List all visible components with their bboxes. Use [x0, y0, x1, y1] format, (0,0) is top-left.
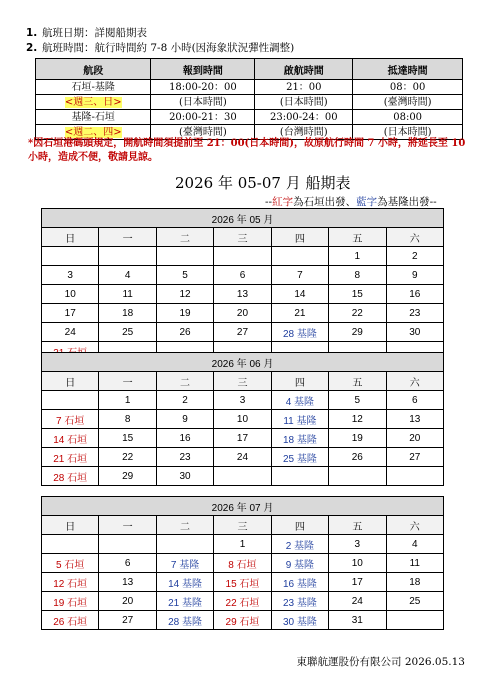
days-highlight: <週二、四> — [64, 126, 122, 138]
day-cell: 11 — [99, 285, 156, 304]
month-title: 2026 年 06 月 — [42, 353, 444, 372]
day-cell: 29 — [99, 467, 156, 486]
day-cell: 26 石垣 — [42, 611, 99, 630]
day-cell: 9 — [386, 266, 443, 285]
weekday-row — [42, 372, 444, 391]
day-cell — [386, 467, 443, 486]
day-cell: 2 — [386, 247, 443, 266]
day-cell: 13 — [99, 573, 156, 592]
schedule-row-sub — [36, 95, 463, 110]
arrive-cell: 08:00 — [353, 110, 463, 125]
note-text: 航班時間：航行時間約 7-8 小時(因海象狀況彈性調整) — [42, 42, 295, 54]
day-cell — [271, 467, 328, 486]
day-cell: 23 基隆 — [271, 592, 328, 611]
day-cell: 30 — [156, 467, 213, 486]
weekday-label: 一 — [99, 372, 156, 391]
arrive-tz-cell: (臺灣時間) — [353, 95, 463, 110]
weekday-label: 三 — [214, 372, 271, 391]
day-cell: 18 基隆 — [271, 429, 328, 448]
notes-section — [26, 26, 476, 56]
day-cell: 12 — [329, 410, 386, 429]
day-cell: 26 — [156, 323, 213, 342]
depart-cell: 23:00-24：00 — [255, 110, 353, 125]
weekday-label: 日 — [42, 516, 99, 535]
week-row — [42, 554, 444, 573]
day-cell: 28 基隆 — [156, 611, 213, 630]
day-cell: 11 — [386, 554, 443, 573]
page-title: 2026 年 05-07 月 船期表 — [175, 174, 351, 192]
week-row — [42, 266, 444, 285]
month-header-row — [42, 353, 444, 372]
legend-red-text: 紅字 — [272, 196, 294, 208]
weekday-label: 五 — [329, 228, 386, 247]
month-title: 2026 年 05 月 — [42, 209, 444, 228]
day-cell: 30 — [386, 323, 443, 342]
header-route: 航段 — [36, 59, 151, 80]
day-cell: 14 基隆 — [156, 573, 213, 592]
day-cell: 24 — [42, 323, 99, 342]
weekday-label: 六 — [386, 228, 443, 247]
weekday-label: 四 — [271, 228, 328, 247]
week-row — [42, 410, 444, 429]
week-row — [42, 304, 444, 323]
day-cell: 29 石垣 — [214, 611, 271, 630]
week-row — [42, 323, 444, 342]
schedule-row — [36, 80, 463, 95]
day-cell: 25 — [386, 592, 443, 611]
note-number: 2. — [26, 42, 38, 54]
day-cell: 28 基隆 — [271, 323, 328, 342]
day-cell: 7 — [271, 266, 328, 285]
weekday-label: 一 — [99, 516, 156, 535]
day-cell: 8 — [329, 266, 386, 285]
weekday-label: 二 — [156, 516, 213, 535]
day-cell — [42, 535, 99, 554]
day-cell — [386, 611, 443, 630]
day-cell — [214, 467, 271, 486]
weekday-label: 三 — [214, 228, 271, 247]
day-cell: 12 石垣 — [42, 573, 99, 592]
day-cell: 17 — [42, 304, 99, 323]
day-cell: 25 基隆 — [271, 448, 328, 467]
day-cell: 13 — [214, 285, 271, 304]
day-cell: 13 — [386, 410, 443, 429]
day-cell — [214, 247, 271, 266]
day-cell: 15 石垣 — [214, 573, 271, 592]
week-row — [42, 611, 444, 630]
day-cell: 15 — [99, 429, 156, 448]
route-cell: 基隆-石垣 — [36, 110, 151, 125]
weekday-label: 二 — [156, 228, 213, 247]
day-cell: 15 — [329, 285, 386, 304]
weekday-label: 五 — [329, 372, 386, 391]
day-cell — [99, 535, 156, 554]
schedule-row — [36, 110, 463, 125]
day-cell — [42, 391, 99, 410]
week-row — [42, 391, 444, 410]
month-title: 2026 年 07 月 — [42, 497, 444, 516]
day-cell: 4 — [386, 535, 443, 554]
weekday-label: 一 — [99, 228, 156, 247]
week-row — [42, 285, 444, 304]
day-cell: 6 — [214, 266, 271, 285]
day-cell: 7 石垣 — [42, 410, 99, 429]
day-cell: 21 基隆 — [156, 592, 213, 611]
day-cell: 23 — [386, 304, 443, 323]
day-cell: 29 — [329, 323, 386, 342]
week-row — [42, 592, 444, 611]
day-cell — [42, 247, 99, 266]
day-cell: 14 — [271, 285, 328, 304]
day-cell — [156, 535, 213, 554]
day-cell: 3 — [329, 535, 386, 554]
day-cell: 19 — [156, 304, 213, 323]
weekday-label: 五 — [329, 516, 386, 535]
weekday-label: 六 — [386, 516, 443, 535]
week-row — [42, 429, 444, 448]
weekday-label: 四 — [271, 372, 328, 391]
day-cell: 5 — [156, 266, 213, 285]
day-cell: 4 基隆 — [271, 391, 328, 410]
legend-subtitle — [265, 194, 437, 209]
legend-text: 為基隆出發-- — [377, 196, 437, 208]
depart-tz-cell: (台灣時間) — [255, 125, 353, 140]
header-arrive: 抵達時間 — [353, 59, 463, 80]
day-cell: 27 — [386, 448, 443, 467]
day-cell: 2 — [156, 391, 213, 410]
weekday-label: 四 — [271, 516, 328, 535]
header-depart: 啟航時間 — [255, 59, 353, 80]
note-item — [26, 41, 476, 56]
day-cell: 28 石垣 — [42, 467, 99, 486]
day-cell: 17 — [214, 429, 271, 448]
weekday-label: 日 — [42, 228, 99, 247]
schedule-header-row — [36, 59, 463, 80]
day-cell: 16 — [156, 429, 213, 448]
checkin-cell: 18:00-20：00 — [151, 80, 255, 95]
day-cell: 20 — [214, 304, 271, 323]
day-cell: 10 — [42, 285, 99, 304]
weekday-row — [42, 516, 444, 535]
day-cell: 1 — [99, 391, 156, 410]
legend-text: -- — [265, 196, 273, 208]
month-header-row — [42, 497, 444, 516]
route-cell: 石垣-基隆 — [36, 80, 151, 95]
day-cell: 1 — [329, 247, 386, 266]
weekday-label: 日 — [42, 372, 99, 391]
day-cell: 12 — [156, 285, 213, 304]
warning-note: *因石垣港碼頭規定，開航時間須提前至 21：00(日本時間)，故原航行時間 7 小時，將延長至 10 小時，造成不便，敬請見諒。 — [28, 138, 466, 163]
day-cell — [156, 247, 213, 266]
month-calendar — [41, 352, 444, 486]
day-cell — [329, 467, 386, 486]
day-cell: 19 石垣 — [42, 592, 99, 611]
day-cell: 7 基隆 — [156, 554, 213, 573]
day-cell: 8 — [99, 410, 156, 429]
day-cell: 2 基隆 — [271, 535, 328, 554]
day-cell: 30 基隆 — [271, 611, 328, 630]
day-cell: 20 — [386, 429, 443, 448]
day-cell: 9 基隆 — [271, 554, 328, 573]
day-cell: 27 — [99, 611, 156, 630]
day-cell: 16 — [386, 285, 443, 304]
note-text: 航班日期：詳閱船期表 — [42, 27, 147, 39]
day-cell: 27 — [214, 323, 271, 342]
day-cell: 11 基隆 — [271, 410, 328, 429]
day-cell: 24 — [329, 592, 386, 611]
month-calendar — [41, 208, 444, 361]
day-cell: 6 — [99, 554, 156, 573]
weekday-row — [42, 228, 444, 247]
day-cell: 9 — [156, 410, 213, 429]
day-cell — [99, 247, 156, 266]
checkin-tz-cell: (日本時間) — [151, 95, 255, 110]
day-cell: 22 — [329, 304, 386, 323]
day-cell: 25 — [99, 323, 156, 342]
depart-tz-cell: (日本時間) — [255, 95, 353, 110]
day-cell: 8 石垣 — [214, 554, 271, 573]
weekday-label: 六 — [386, 372, 443, 391]
day-cell: 22 — [99, 448, 156, 467]
note-item — [26, 26, 476, 41]
day-cell: 19 — [329, 429, 386, 448]
day-cell: 10 — [329, 554, 386, 573]
day-cell: 1 — [214, 535, 271, 554]
week-row — [42, 448, 444, 467]
day-cell: 23 — [156, 448, 213, 467]
footer-company-date: 東聯航運股份有限公司 2026.05.13 — [296, 656, 465, 668]
month-calendar — [41, 496, 444, 630]
day-cell: 10 — [214, 410, 271, 429]
day-cell: 20 — [99, 592, 156, 611]
week-row — [42, 535, 444, 554]
day-cell: 6 — [386, 391, 443, 410]
day-cell: 26 — [329, 448, 386, 467]
day-cell: 21 — [271, 304, 328, 323]
day-cell: 18 — [386, 573, 443, 592]
legend-blue-text: 藍字 — [356, 196, 378, 208]
day-cell: 17 — [329, 573, 386, 592]
day-cell: 4 — [99, 266, 156, 285]
day-cell: 3 — [42, 266, 99, 285]
schedule-table — [35, 58, 463, 140]
legend-text: 為石垣出發、 — [293, 196, 357, 208]
month-header-row — [42, 209, 444, 228]
day-cell: 18 — [99, 304, 156, 323]
days-highlight: <週三、日> — [64, 96, 122, 108]
weekday-label: 三 — [214, 516, 271, 535]
note-number: 1. — [26, 27, 38, 39]
day-cell: 22 石垣 — [214, 592, 271, 611]
week-row — [42, 573, 444, 592]
arrive-tz-cell: (日本時間) — [353, 125, 463, 140]
day-cell: 21 石垣 — [42, 448, 99, 467]
checkin-tz-cell: (臺灣時間) — [151, 125, 255, 140]
checkin-cell: 20:00-21：30 — [151, 110, 255, 125]
arrive-cell: 08：00 — [353, 80, 463, 95]
depart-cell: 21：00 — [255, 80, 353, 95]
week-row — [42, 247, 444, 266]
day-cell: 16 基隆 — [271, 573, 328, 592]
day-cell: 24 — [214, 448, 271, 467]
day-cell: 5 石垣 — [42, 554, 99, 573]
weekday-label: 二 — [156, 372, 213, 391]
day-cell: 14 石垣 — [42, 429, 99, 448]
week-row — [42, 467, 444, 486]
day-cell: 31 — [329, 611, 386, 630]
day-cell: 3 — [214, 391, 271, 410]
days-cell — [36, 95, 151, 110]
day-cell: 5 — [329, 391, 386, 410]
day-cell — [271, 247, 328, 266]
header-checkin: 報到時間 — [151, 59, 255, 80]
